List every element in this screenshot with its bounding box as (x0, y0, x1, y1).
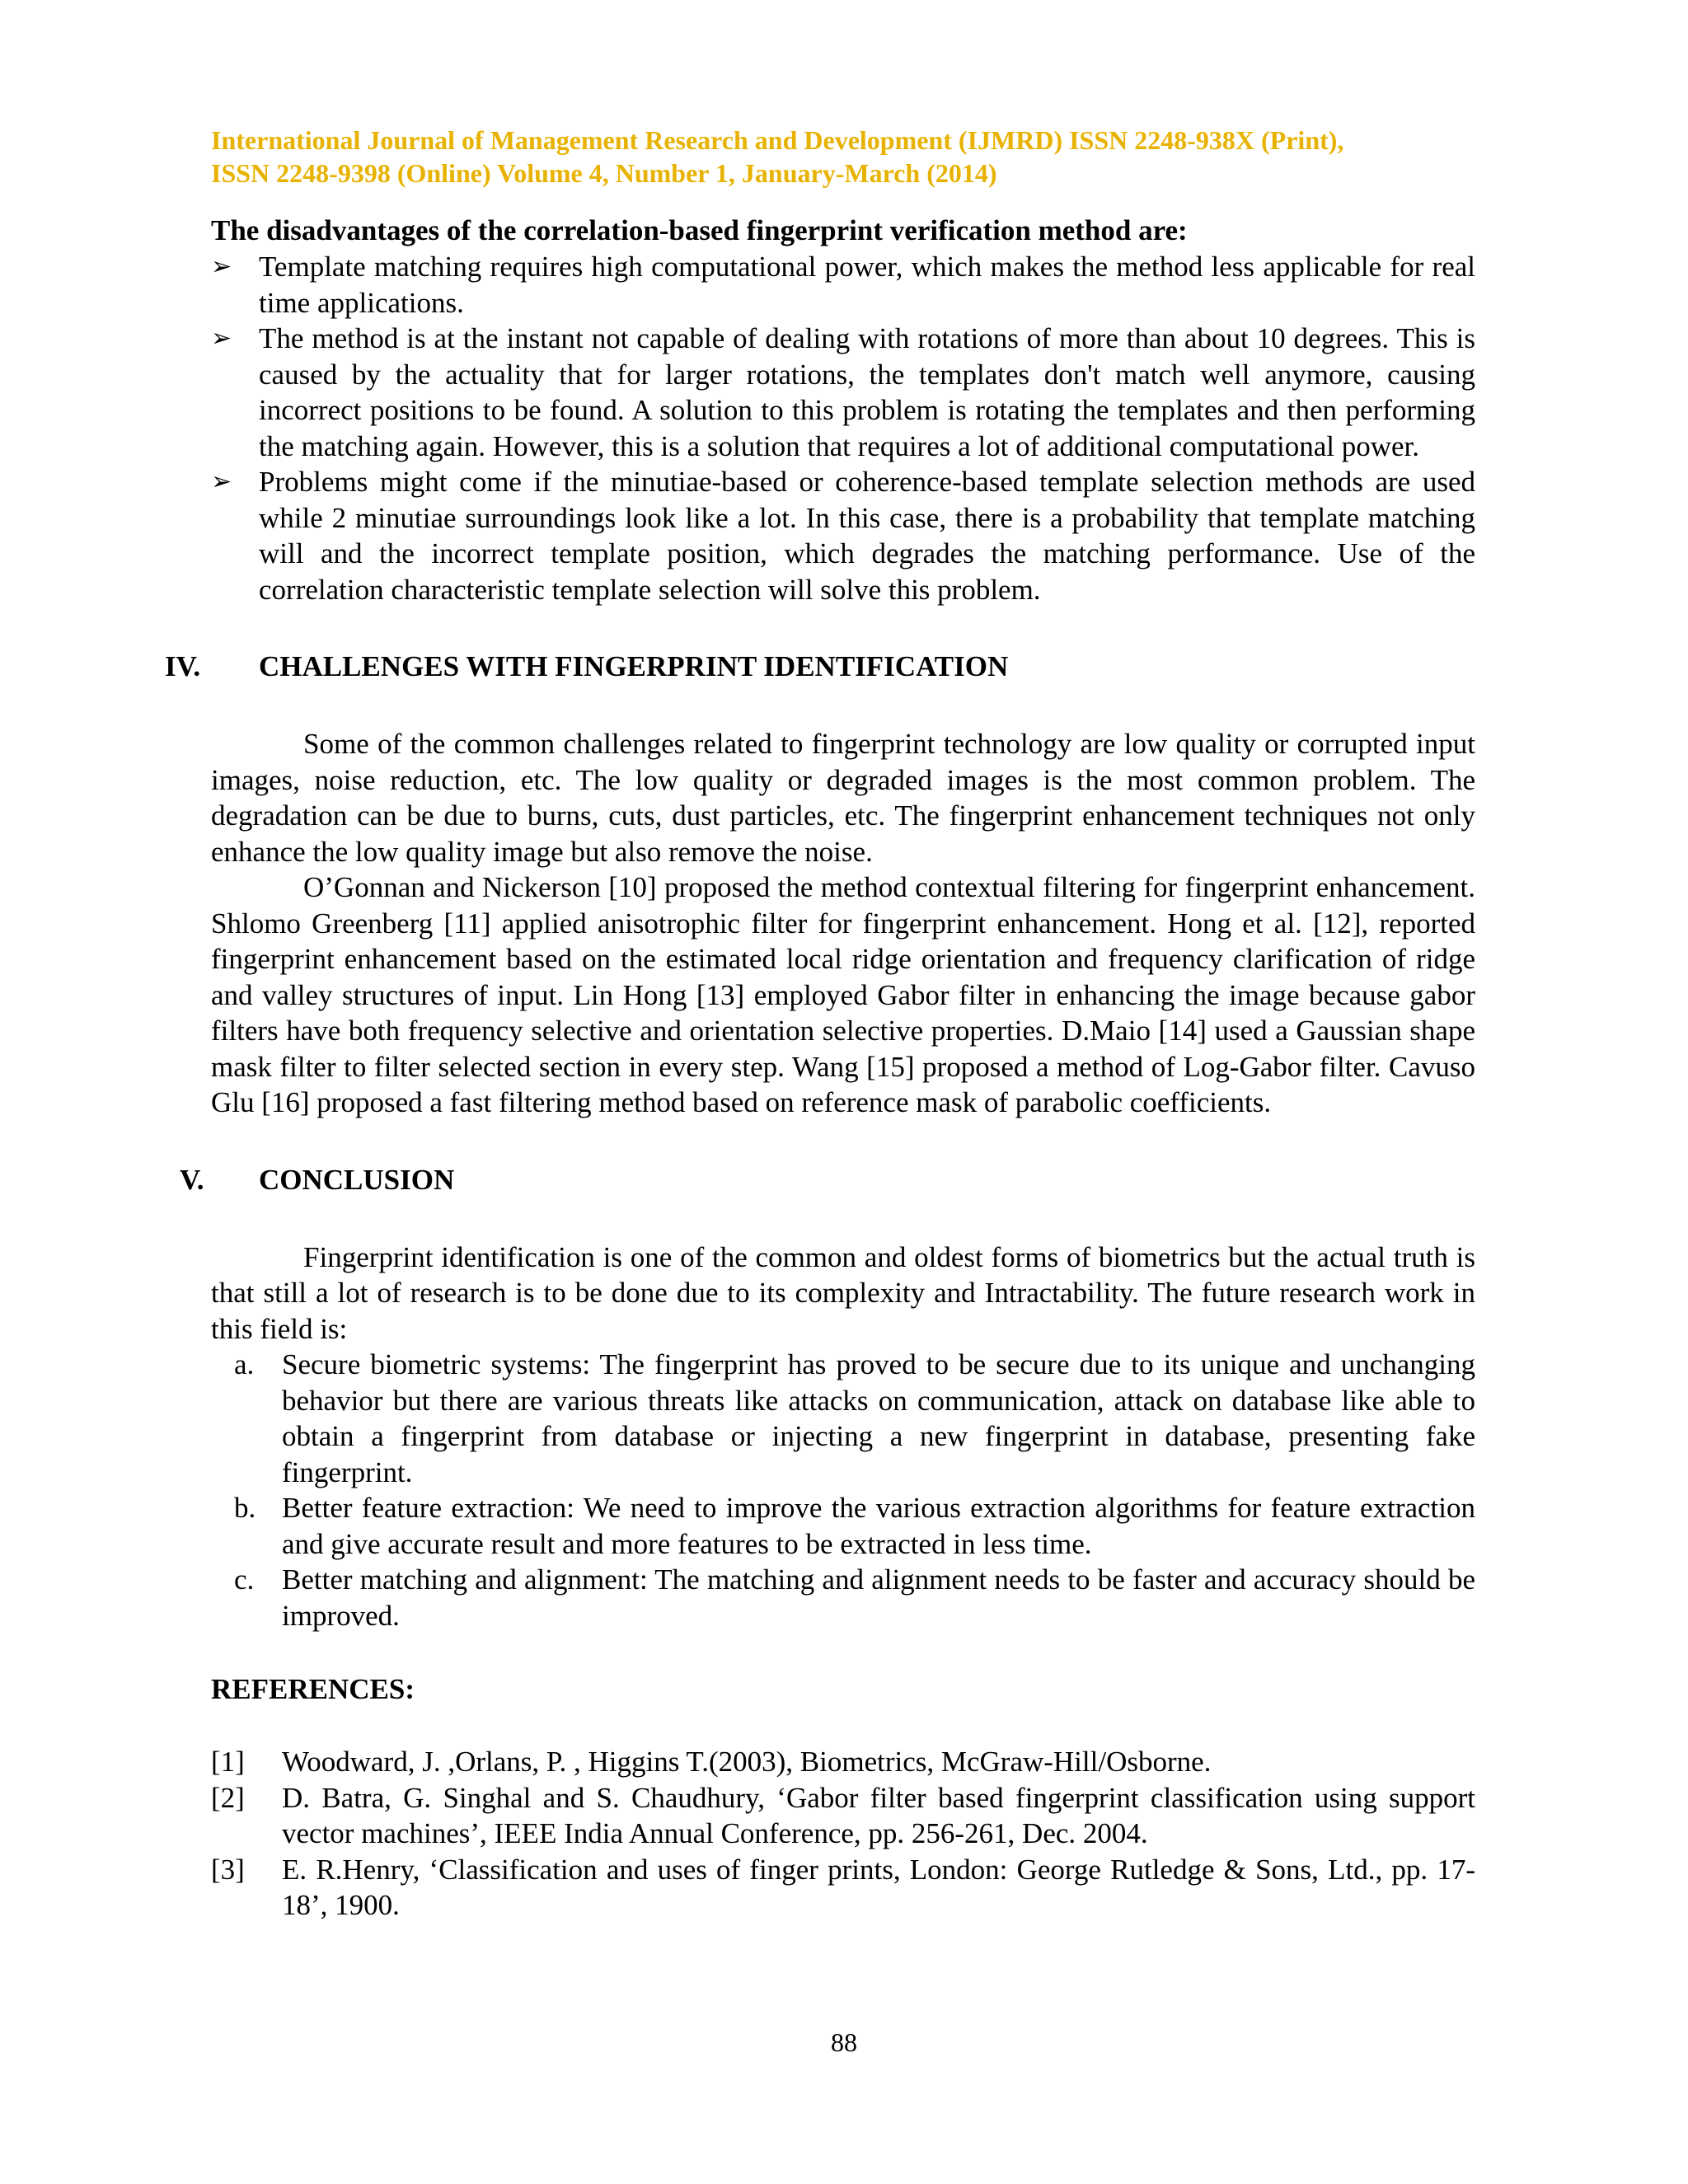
section-number: IV. (165, 650, 201, 682)
journal-header (211, 124, 1475, 190)
list-marker: c. (234, 1563, 255, 1596)
list-item (211, 321, 1475, 464)
reference-item (211, 1852, 1475, 1924)
list-marker: a. (234, 1348, 255, 1380)
list-item-text: Problems might come if the minutiae-based or coherence-based template selection methods are used while 2 minutiae surroundings look like a lot. In this case, there is a probability that template matching will and the incorrect template position, which degrades the matching performance. Use of the correlation characteristic template selection will solve this problem. (259, 466, 1475, 606)
section-number: V. (180, 1163, 204, 1196)
reference-text: D. Batra, G. Singhal and S. Chaudhury, ‘Gabor filter based fingerprint classification using support vector machines’, IEEE India Annual Conference, pp. 256-261, Dec. 2004. (282, 1781, 1475, 1849)
reference-item (211, 1744, 1475, 1780)
reference-marker: [3] (211, 1853, 245, 1886)
list-item-text: Better feature extraction: We need to improve the various extraction algorithms for feature extraction and give accurate result and more features to be extracted in less time. (282, 1492, 1475, 1560)
journal-header-line-2: ISSN 2248-9398 (Online) Volume 4, Number 1, January-March (2014) (211, 158, 997, 188)
list-item (211, 1562, 1475, 1633)
list-item-text: Better matching and alignment: The matching and alignment needs to be faster and accuracy should be improved. (282, 1563, 1475, 1632)
arrow-bullet-icon: ➢ (211, 324, 232, 353)
paragraph: Some of the common challenges related to fingerprint technology are low quality or corrupted input images, noise reduction, etc. The low quality or degraded images is the most common problem. The degradation can be due to burns, cuts, dust particles, etc. The fingerprint enhancement techniques not only enhance the low quality image but also remove the noise. (211, 728, 1475, 868)
reference-text: E. R.Henry, ‘Classification and uses of finger prints, London: George Rutledge & Sons, Ltd., pp. 17-18’, 1900. (282, 1853, 1475, 1921)
list-item-text: Secure biometric systems: The fingerprint has proved to be secure due to its unique and unchanging behavior but there are various threats like attacks on communication, attack on database like able to obtain a fingerprint from database or injecting a new fingerprint in database, presenting fake fingerprint. (282, 1348, 1475, 1488)
list-item (211, 1490, 1475, 1562)
arrow-bullet-icon: ➢ (211, 467, 232, 496)
disadvantages-heading: The disadvantages of the correlation-based fingerprint verification method are: (211, 214, 1188, 246)
list-item-text: Template matching requires high computational power, which makes the method less applicable for real time applications. (259, 251, 1475, 319)
list-item (211, 249, 1475, 321)
reference-text: Woodward, J. ,Orlans, P. , Higgins T.(2003), Biometrics, McGraw-Hill/Osborne. (282, 1746, 1212, 1778)
section-heading-challenges (165, 649, 1475, 685)
page-number: 88 (831, 2027, 857, 2057)
paragraph: O’Gonnan and Nickerson [10] proposed the method contextual filtering for fingerprint enhancement. Shlomo Greenberg [11] applied anisotrophic filter for fingerprint enhancement. Hong et al. [12], reported fingerprint enhancement based on the estimated local ridge orientation and frequency clarification of ridge and valley structures of input. Lin Hong [13] employed Gabor filter in enhancing the image because gabor filters have both frequency selective and orientation selective properties. D.Maio [14] used a Gaussian shape mask filter to filter selected section in every step. Wang [15] proposed a method of Log-Gabor filter. Cavuso Glu [16] proposed a fast filtering method based on reference mask of parabolic coefficients. (211, 871, 1475, 1118)
reference-marker: [2] (211, 1781, 245, 1814)
list-item-text: The method is at the instant not capable of dealing with rotations of more than about 10 degrees. This is caused by the actuality that for larger rotations, the templates don't match well anymore, causing incorrect positions to be found. A solution to this problem is rotating the templates and then performing the matching again. However, this is a solution that requires a lot of additional computational power. (259, 322, 1475, 462)
disadvantages-list (211, 249, 1475, 607)
references-list (211, 1744, 1475, 1924)
section-heading-conclusion (165, 1162, 1475, 1198)
list-marker: b. (234, 1492, 256, 1524)
list-item (211, 1347, 1475, 1490)
paragraph: Fingerprint identification is one of the common and oldest forms of biometrics but the actual truth is that still a lot of research is to be done due to its complexity and Intractability. The future research work in this field is: (211, 1240, 1475, 1345)
arrow-bullet-icon: ➢ (211, 252, 232, 281)
future-work-list (211, 1347, 1475, 1633)
list-item (211, 464, 1475, 607)
reference-marker: [1] (211, 1746, 245, 1778)
paper-page (165, 124, 1475, 1924)
reference-item (211, 1780, 1475, 1852)
section-title: CHALLENGES WITH FINGERPRINT IDENTIFICATION (259, 650, 1009, 682)
journal-header-line-1: International Journal of Management Research and Development (IJMRD) ISSN 2248-938X (Print), (211, 125, 1344, 155)
section-title: CONCLUSION (259, 1163, 455, 1196)
references-heading: REFERENCES: (211, 1673, 415, 1705)
